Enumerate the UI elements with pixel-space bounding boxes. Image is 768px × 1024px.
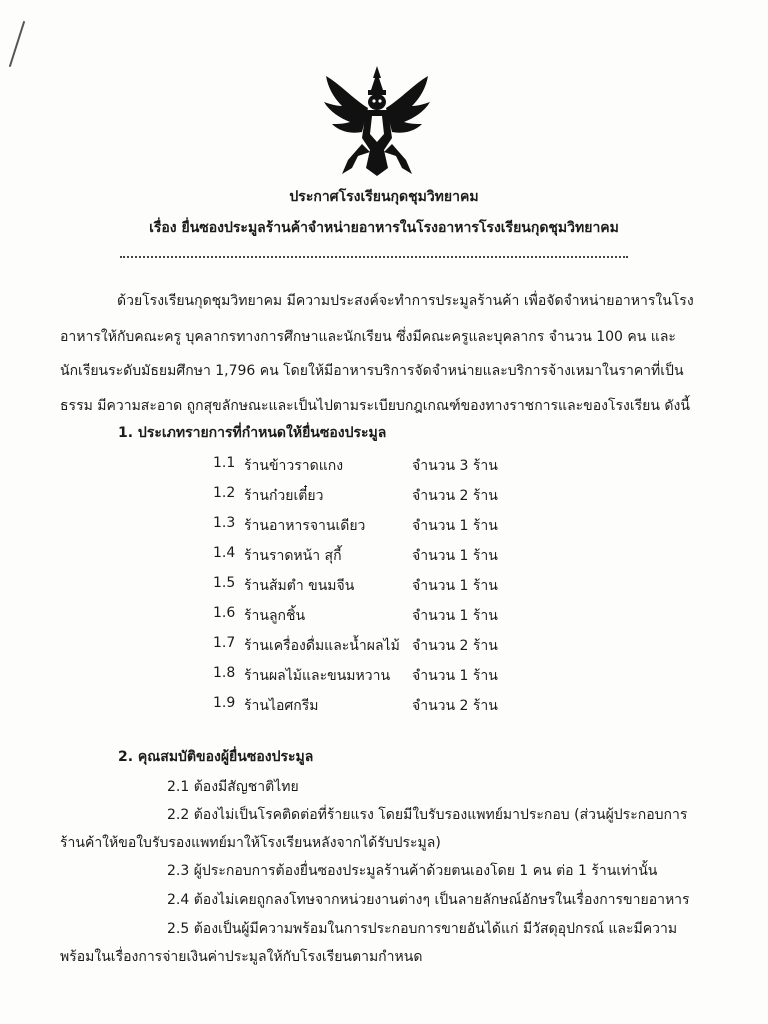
shop-count: จำนวน 2 ร้าน [412, 488, 498, 504]
shop-name: ร้านผลไม้และขนมหวาน [244, 668, 391, 684]
announcement-subject: เรื่อง ยื่นซองประมูลร้านค้าจำหน่ายอาหารในโรงอาหารโรงเรียนกุดชุมวิทยาคม [149, 220, 619, 236]
item-number: 1.5 [213, 575, 236, 591]
qualification-line: ร้านค้าให้ขอใบรับรองแพทย์มาให้โรงเรียนหลังจากได้รับประมูล) [60, 835, 441, 851]
qualification-line: 2.3 ผู้ประกอบการต้องยื่นซองประมูลร้านค้าด้วยตนเองโดย 1 คน ต่อ 1 ร้านเท่านั้น [167, 863, 658, 879]
item-number: 1.3 [213, 515, 236, 531]
qualification-line: 2.4 ต้องไม่เคยถูกลงโทษจากหน่วยงานต่างๆ เป็นลายลักษณ์อักษรในเรื่องการขายอาหาร [167, 892, 690, 908]
shop-count: จำนวน 2 ร้าน [412, 698, 498, 714]
section2-heading: 2. คุณสมบัติของผู้ยื่นซองประมูล [118, 749, 314, 765]
shop-name: ร้านส้มตำ ขนมจีน [244, 578, 355, 594]
shop-name: ร้านข้าวราดแกง [244, 458, 344, 474]
dotted-separator [120, 256, 628, 258]
shop-count: จำนวน 1 ร้าน [412, 668, 498, 684]
shop-name: ร้านลูกชิ้น [244, 608, 306, 624]
item-number: 1.7 [213, 635, 236, 651]
shop-name: ร้านก๋วยเตี๋ยว [244, 488, 324, 504]
item-number: 1.6 [213, 605, 236, 621]
intro-line-2: อาหารให้กับคณะครู บุคลากรทางการศึกษาและนักเรียน ซึ่งมีคณะครูและบุคลากร จำนวน 100 คน และ [60, 329, 676, 345]
shop-name: ร้านอาหารจานเดียว [244, 518, 366, 534]
item-number: 1.9 [213, 695, 236, 711]
shop-count: จำนวน 1 ร้าน [412, 578, 498, 594]
shop-count: จำนวน 1 ร้าน [412, 518, 498, 534]
item-number: 1.8 [213, 665, 236, 681]
shop-count: จำนวน 1 ร้าน [412, 548, 498, 564]
garuda-emblem [318, 64, 436, 178]
shop-name: ร้านเครื่องดื่มและน้ำผลไม้ [244, 638, 400, 654]
shop-name: ร้านราดหน้า สุกี้ [244, 548, 342, 564]
shop-count: จำนวน 2 ร้าน [412, 638, 498, 654]
shop-count: จำนวน 3 ร้าน [412, 458, 498, 474]
qualification-line: 2.5 ต้องเป็นผู้มีความพร้อมในการประกอบการขายอันได้แก่ มีวัสดุอุปกรณ์ และมีความ [167, 921, 678, 937]
shop-name: ร้านไอศกรีม [244, 698, 319, 714]
pen-stroke-mark [6, 20, 28, 70]
shop-count: จำนวน 1 ร้าน [412, 608, 498, 624]
item-number: 1.2 [213, 485, 236, 501]
intro-line-4: ธรรม มีความสะอาด ถูกสุขลักษณะและเป็นไปตามระเบียบกฎเกณฑ์ของทางราชการและของโรงเรียน ดังนี้ [60, 398, 690, 414]
qualification-line: 2.2 ต้องไม่เป็นโรคติดต่อที่ร้ายแรง โดยมีใบรับรองแพทย์มาประกอบ (ส่วนผู้ประกอบการ [167, 807, 688, 823]
qualification-line: 2.1 ต้องมีสัญชาติไทย [167, 779, 299, 795]
intro-line-3: นักเรียนระดับมัธยมศึกษา 1,796 คน โดยให้มีอาหารบริการจัดจำหน่ายและบริการจ้างเหมาในราคาที่เป็น [60, 363, 684, 379]
item-number: 1.4 [213, 545, 236, 561]
qualification-line: พร้อมในเรื่องการจ่ายเงินค่าประมูลให้กับโรงเรียนตามกำหนด [60, 949, 423, 965]
announcement-title: ประกาศโรงเรียนกุดชุมวิทยาคม [289, 189, 479, 205]
intro-line-1: ด้วยโรงเรียนกุดชุมวิทยาคม มีความประสงค์จะทำการประมูลร้านค้า เพื่อจัดจำหน่ายอาหารในโรง [117, 293, 694, 309]
section1-heading: 1. ประเภทรายการที่กำหนดให้ยื่นซองประมูล [118, 425, 387, 441]
item-number: 1.1 [213, 455, 236, 471]
